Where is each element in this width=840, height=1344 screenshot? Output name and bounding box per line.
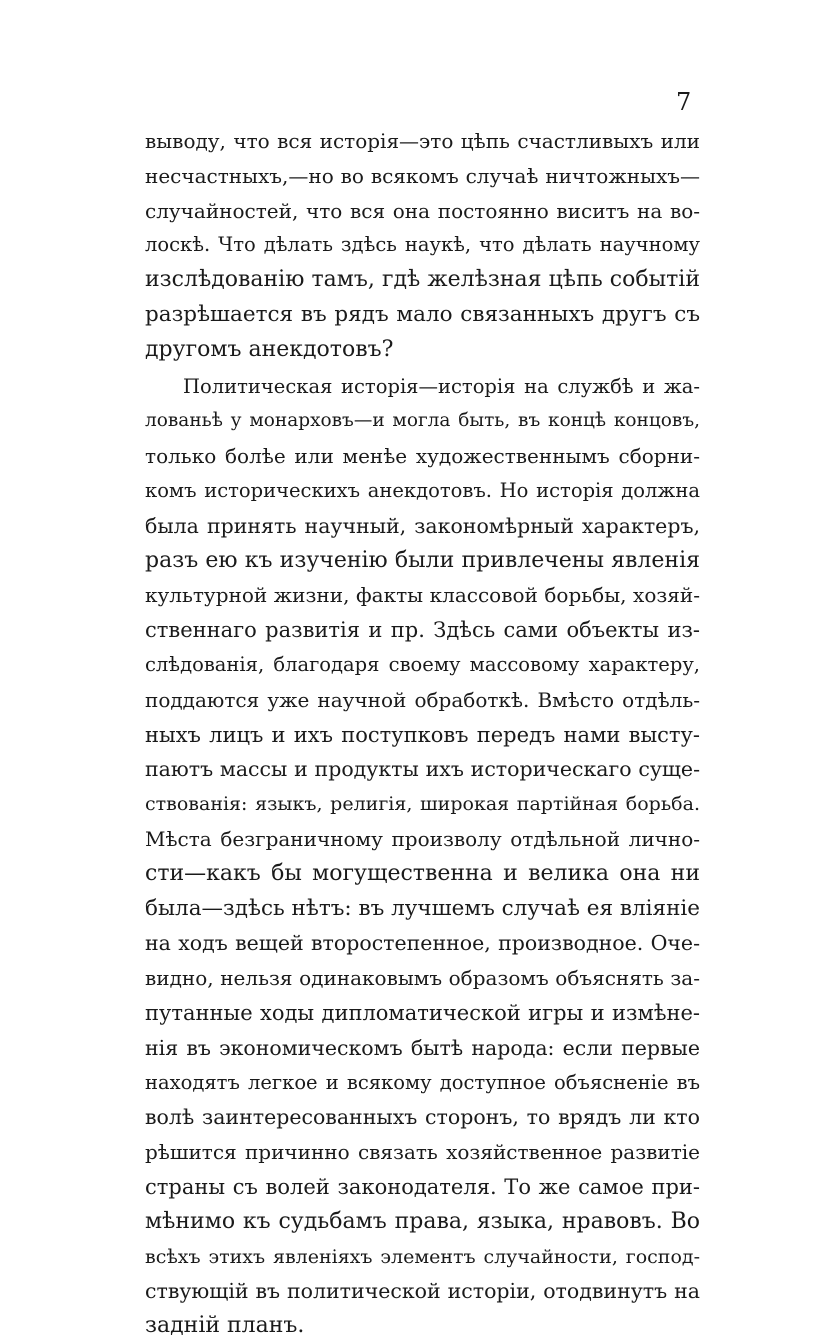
text-line: волѣ заинтересованныхъ сторонъ, то врядъ ли кто — [145, 1105, 700, 1130]
text-line: страны съ волей законодателя. То же самое при- — [145, 1174, 700, 1199]
text-line: была—здѣсь нѣтъ: въ лучшемъ случаѣ ея вліяніе — [145, 895, 701, 921]
text-line: всѣхъ этихъ явленіяхъ элементъ случайности, господ- — [145, 1245, 700, 1268]
text-line: путанные ходы дипломатической игры и измѣне- — [145, 1000, 700, 1025]
text-line: ствованія: языкъ, религія, широкая партійная борьба. — [145, 793, 700, 816]
text-line: несчастныхъ,—но во всякомъ случаѣ ничтожныхъ— — [145, 163, 700, 188]
text-line: другомъ анекдотовъ? — [145, 336, 394, 362]
text-line: лованьѣ у монарховъ—и могла быть, въ концѣ концовъ, — [145, 410, 700, 432]
paragraph-2 — [145, 370, 700, 1344]
text-line: ныхъ лицъ и ихъ поступковъ передъ нами высту- — [145, 722, 700, 747]
text-line: Политическая исторія—исторія на службѣ и жа- — [183, 374, 700, 398]
text-line: ственнаго развитія и пр. Здѣсь сами объекты из- — [145, 618, 700, 643]
text-line: на ходъ вещей второстепенное, производное. Оче- — [145, 931, 700, 956]
text-line: комъ историческихъ анекдотовъ. Но исторія должна — [145, 478, 700, 502]
text-line: сти—какъ бы могущественна и велика она ни — [145, 860, 700, 886]
text-line: видно, нельзя одинаковымъ образомъ объяснять за- — [145, 966, 700, 991]
text-line: культурной жизни, факты классовой борьбы, хозяй- — [145, 583, 700, 608]
paragraph-1 — [145, 124, 700, 368]
text-line: была принять научный, закономѣрный характеръ, — [145, 513, 700, 538]
text-line: только болѣе или менѣе художественнымъ сборни- — [145, 444, 700, 469]
text-line: поддаются уже научной обработкѣ. Вмѣсто отдѣль- — [145, 687, 700, 712]
text-line: случайностей, что вся она постоянно виситъ на во- — [145, 198, 700, 223]
page-number: 7 — [676, 88, 692, 116]
text-line: рѣшится причинно связать хозяйственное развитіе — [145, 1140, 700, 1165]
text-line: мѣнимо къ судьбамъ права, языка, нравовъ. Во — [145, 1208, 700, 1234]
body-text — [145, 124, 700, 1344]
text-line: нія въ экономическомъ бытѣ народа: если первые — [145, 1035, 700, 1060]
text-line: задній планъ. — [145, 1313, 305, 1339]
text-line: находятъ легкое и всякому доступное объясненіе въ — [145, 1070, 700, 1094]
text-line: ствующій въ политической исторіи, отодвинутъ на — [145, 1279, 700, 1304]
text-line: изслѣдованію тамъ, гдѣ желѣзная цѣпь событій — [145, 267, 700, 293]
text-line: выводу, что вся исторія—это цѣпь счастливыхъ или — [145, 129, 700, 153]
text-line: Мѣста безграничному произволу отдѣльной лично- — [145, 826, 700, 851]
text-line: слѣдованія, благодаря своему массовому характеру, — [145, 652, 700, 676]
text-line: лоскѣ. Что дѣлать здѣсь наукѣ, что дѣлать научному — [145, 233, 700, 257]
text-line: разъ ею къ изученію были привлечены явленія — [145, 547, 700, 573]
text-line: паютъ массы и продукты ихъ историческаго суще- — [145, 757, 700, 782]
text-line: разрѣшается въ рядъ мало связанныхъ другъ съ — [145, 301, 700, 327]
